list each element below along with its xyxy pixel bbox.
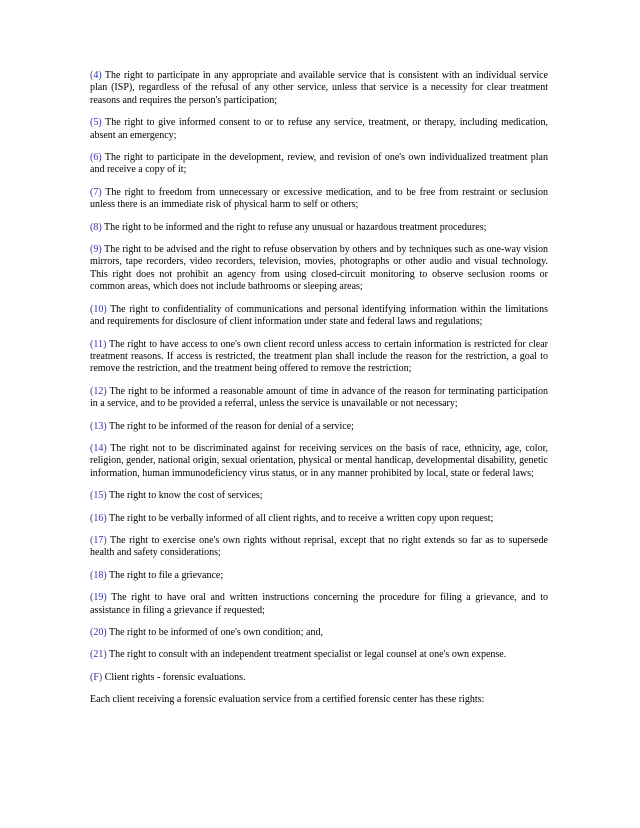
paragraph-text: The right to file a grievance; bbox=[109, 569, 224, 581]
paragraph bbox=[90, 592, 548, 617]
paragraph bbox=[90, 152, 548, 177]
document-content bbox=[90, 70, 548, 707]
paragraph-ref-link[interactable]: (19) bbox=[90, 592, 107, 604]
paragraph-text: The right to consult with an independent treatment specialist or legal counsel at one's own expense. bbox=[109, 649, 507, 661]
paragraph-text: The right to have access to one's own client record unless access to certain information is restricted for clear treatment reasons. If access is restricted, the treatment plan shall include the reason for the restriction, a goal to remove the restriction, and the treatment being offered to remove the restriction; bbox=[90, 338, 548, 375]
paragraph bbox=[90, 649, 548, 661]
paragraph-ref-link[interactable]: (17) bbox=[90, 534, 107, 546]
paragraph bbox=[90, 672, 548, 684]
paragraph-ref-link[interactable]: (F) bbox=[90, 671, 103, 683]
paragraph-text: The right to participate in any appropriate and available service that is consistent with an individual service plan (ISP), regardless of the refusal of any other service, unless that service is a necessity for clear treatment reasons and requires the person's participation; bbox=[90, 70, 548, 106]
paragraph bbox=[90, 570, 548, 582]
paragraph-ref-link[interactable]: (6) bbox=[90, 152, 102, 164]
paragraph-ref-link[interactable]: (16) bbox=[90, 512, 107, 524]
paragraph-text: The right not to be discriminated against for receiving services on the basis of race, ethnicity, age, color, religion, gender, national origin, sexual orientation, physical or mental handicap, developmental disability, genetic information, human immunodeficiency virus status, or in any manner prohibited by local, state or federal laws; bbox=[90, 442, 549, 479]
paragraph bbox=[90, 244, 548, 294]
paragraph-text: The right to know the cost of services; bbox=[109, 490, 263, 502]
paragraph-text: The right to be informed of the reason for denial of a service; bbox=[109, 420, 354, 432]
paragraph-ref-link[interactable]: (7) bbox=[90, 186, 102, 198]
paragraph-text: The right to be informed a reasonable amount of time in advance of the reason for terminating participation in a service, and to be provided a referral, unless the service is unavailable or not necessary; bbox=[90, 385, 548, 410]
paragraph bbox=[90, 386, 548, 411]
paragraph-ref-link[interactable]: (11) bbox=[90, 338, 107, 350]
paragraph-text: Client rights - forensic evaluations. bbox=[104, 671, 246, 683]
paragraph-ref-link[interactable]: (10) bbox=[90, 303, 107, 315]
paragraph-text: The right to give informed consent to or to refuse any service, treatment, or therapy, including medication, absent an emergency; bbox=[90, 117, 548, 141]
paragraph-text: The right to be informed and the right to refuse any unusual or hazardous treatment procedures; bbox=[104, 221, 487, 233]
paragraph bbox=[90, 694, 548, 706]
paragraph-text: The right to be advised and the right to refuse observation by others and by techniques such as one-way vision mirrors, tape recorders, video recorders, television, movies, photographs or other audio and visual technology. This right does not prohibit an agency from using closed-circuit monitoring to observe seclusion rooms or common areas, which does not include bathrooms or sleeping areas; bbox=[90, 244, 549, 293]
paragraph-ref-link[interactable]: (4) bbox=[90, 70, 102, 81]
paragraph-text: The right to be informed of one's own condition; and, bbox=[109, 627, 323, 638]
paragraph bbox=[90, 304, 548, 329]
paragraph-ref-link[interactable]: (20) bbox=[90, 627, 107, 638]
paragraph-ref-link[interactable]: (13) bbox=[90, 420, 107, 432]
paragraph bbox=[90, 443, 548, 480]
paragraph-text: The right to participate in the development, review, and revision of one's own individualized treatment plan and receive a copy of it; bbox=[90, 152, 548, 176]
paragraph-ref-link[interactable]: (15) bbox=[90, 490, 107, 502]
paragraph-text: The right to exercise one's own rights without reprisal, except that no right extends so far as to supersede health and safety considerations; bbox=[90, 534, 548, 559]
paragraph bbox=[90, 339, 548, 376]
paragraph bbox=[90, 535, 548, 560]
paragraph-ref-link[interactable]: (5) bbox=[90, 117, 102, 129]
paragraph bbox=[90, 627, 548, 639]
paragraph bbox=[90, 513, 548, 525]
paragraph-text: Each client receiving a forensic evaluation service from a certified forensic center has these rights: bbox=[90, 694, 485, 706]
paragraph bbox=[90, 70, 548, 107]
paragraph-text: The right to freedom from unnecessary or excessive medication, and to be free from restraint or seclusion unless there is an immediate risk of physical harm to self or others; bbox=[90, 186, 548, 211]
paragraph-ref-link[interactable]: (21) bbox=[90, 649, 107, 661]
paragraph-text: The right to have oral and written instructions concerning the procedure for filing a grievance, and to assistance in filing a grievance if requested; bbox=[90, 592, 548, 616]
paragraph-ref-link[interactable]: (12) bbox=[90, 385, 107, 397]
paragraph-ref-link[interactable]: (14) bbox=[90, 442, 107, 454]
paragraph bbox=[90, 421, 548, 433]
paragraph bbox=[90, 187, 548, 212]
paragraph-ref-link[interactable]: (18) bbox=[90, 569, 107, 581]
paragraph-text: The right to be verbally informed of all client rights, and to receive a written copy upon request; bbox=[109, 512, 494, 524]
paragraph bbox=[90, 490, 548, 502]
paragraph bbox=[90, 117, 548, 142]
paragraph-ref-link[interactable]: (8) bbox=[90, 221, 102, 233]
paragraph-text: The right to confidentiality of communications and personal identifying information within the limitations and requirements for disclosure of client information under state and federal laws and regulations; bbox=[90, 303, 548, 328]
paragraph-ref-link[interactable]: (9) bbox=[90, 244, 102, 256]
paragraph bbox=[90, 222, 548, 234]
